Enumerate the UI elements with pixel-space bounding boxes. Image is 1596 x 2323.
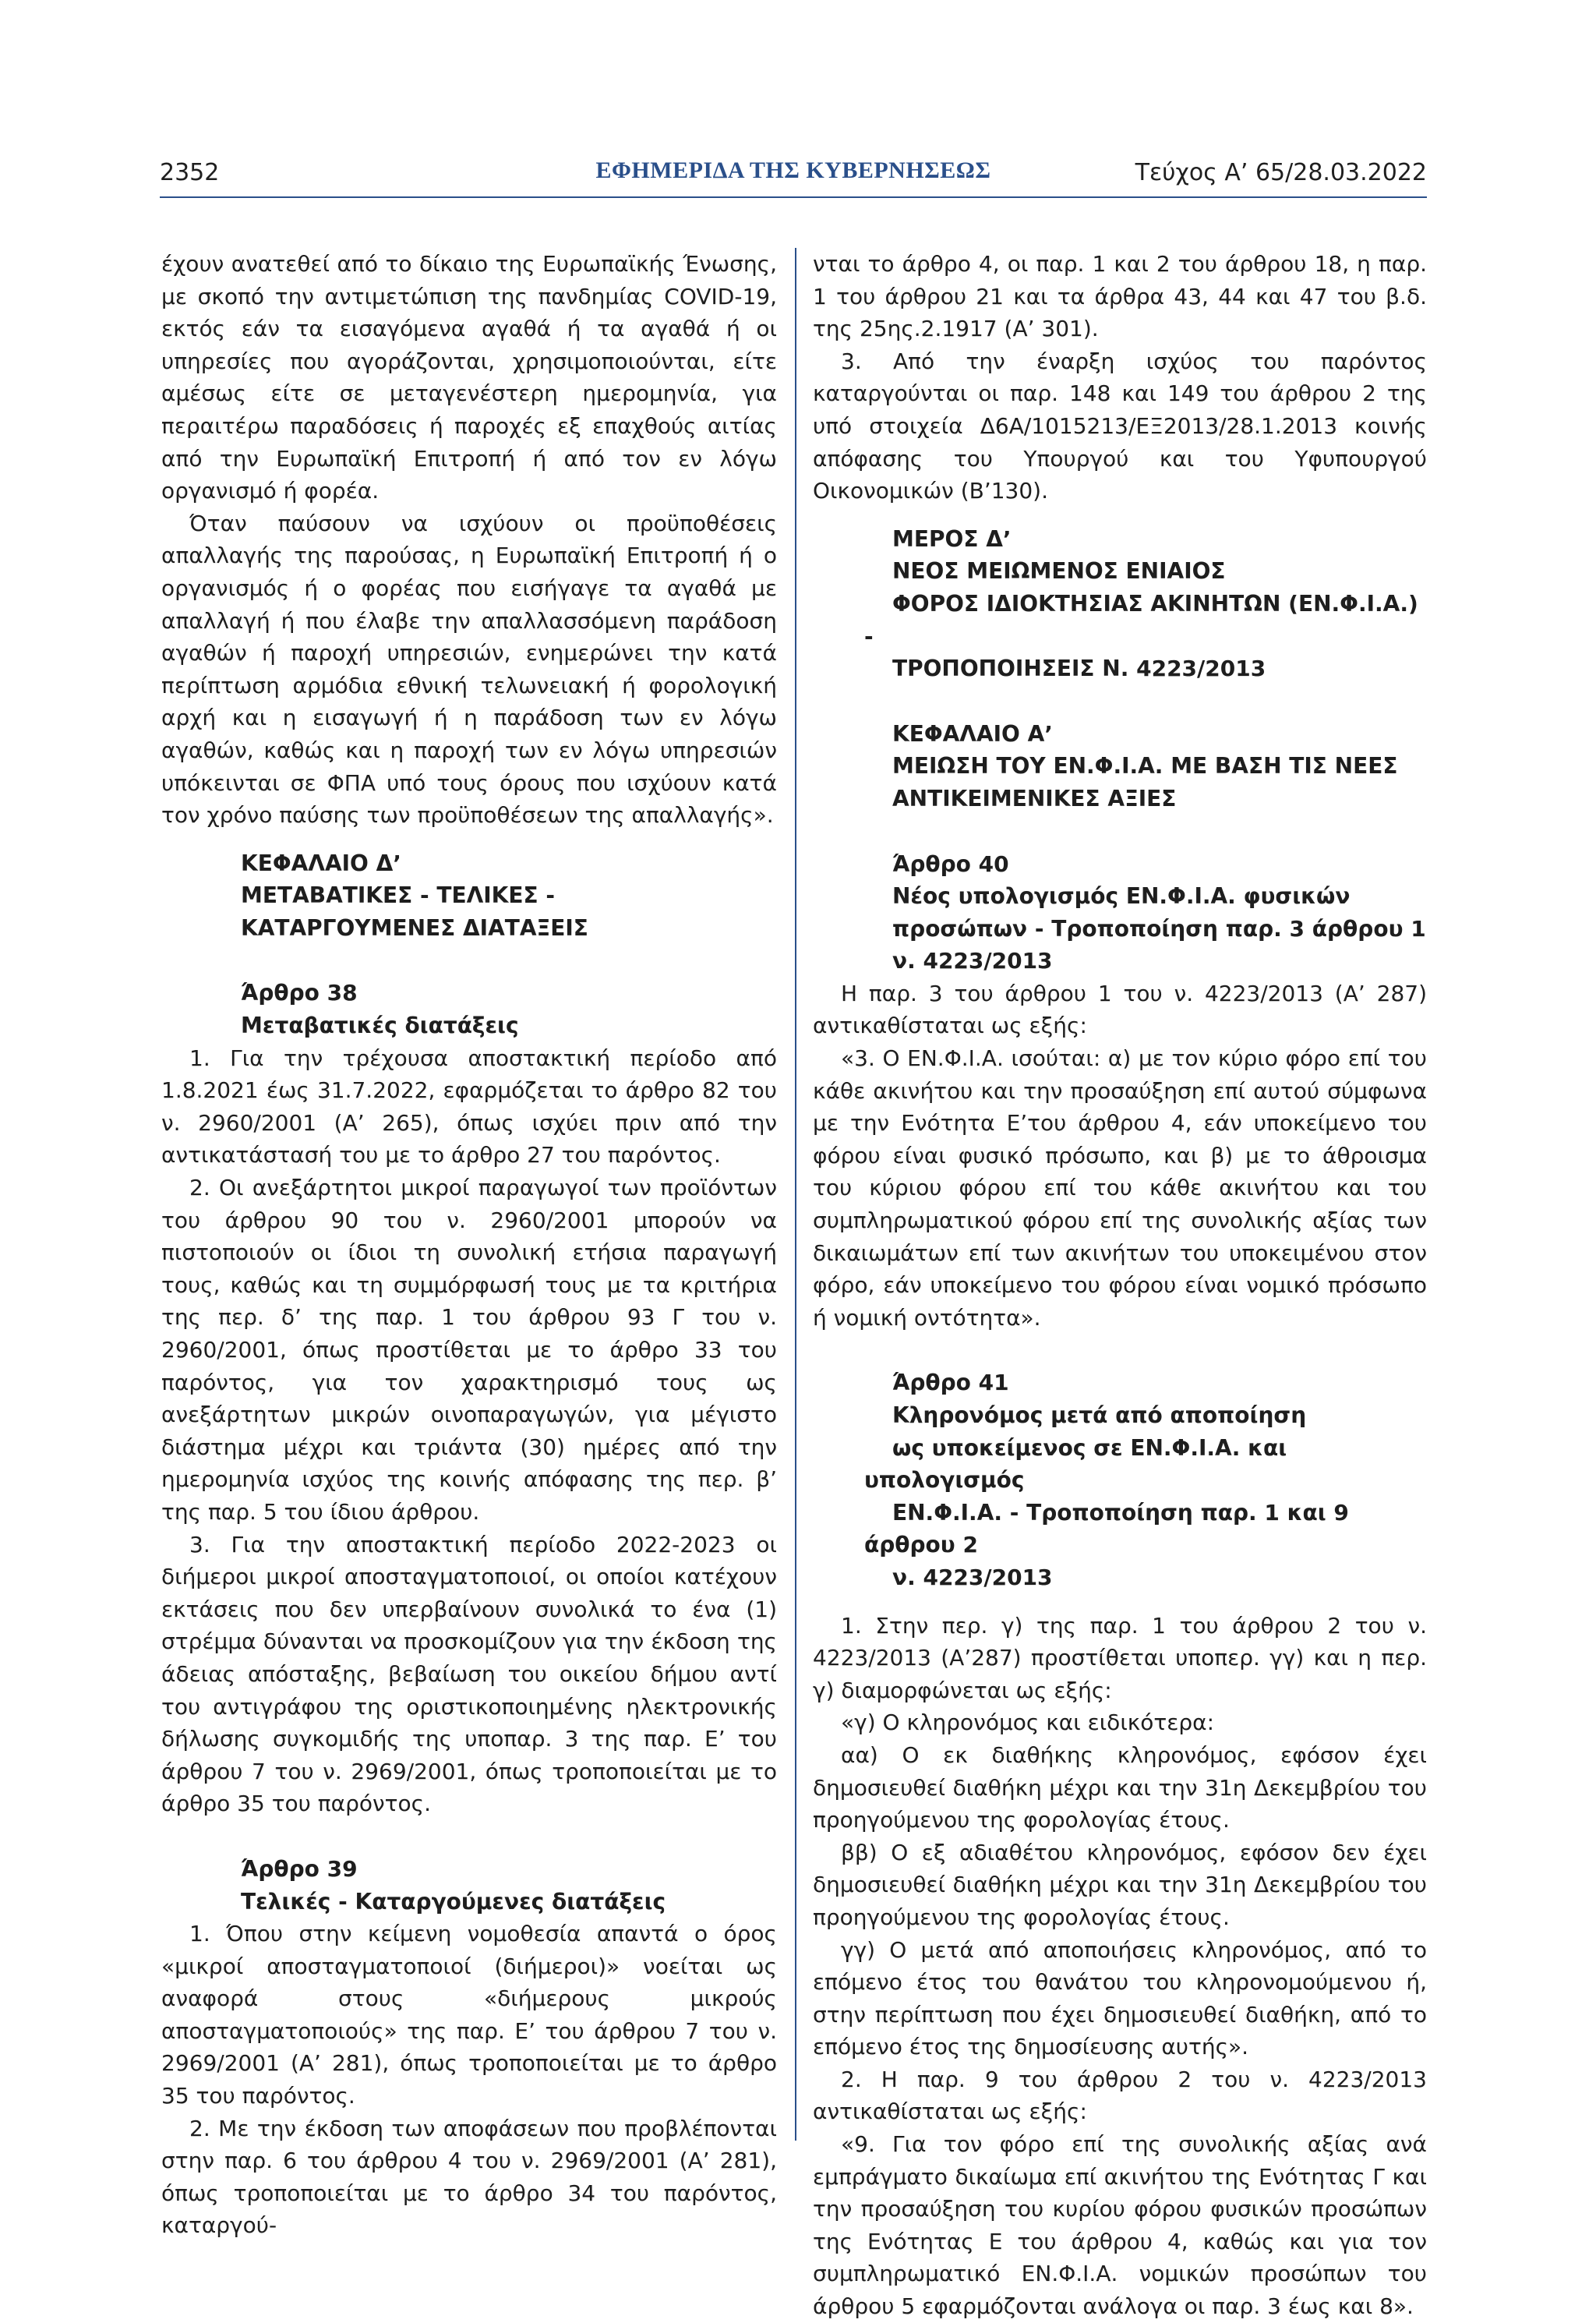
chapter-heading: ΚΕΦΑΛΑΙΟ Δ’ bbox=[241, 850, 401, 876]
paragraph: 1. Όπου στην κείμενη νομοθεσία απαντά ο όρος «μικροί αποσταγματοποιοί (διήμεροι)» νοείται ως αναφορά στους «διήμερους μικρούς αποσταγματοποιούς» της παρ. Ε’ του άρθρου 7 του ν. 2969/2001 (Α’ 281), όπως τροποποιείται με το άρθρο 35 του παρόντος. bbox=[161, 1921, 777, 2109]
paragraph: νται το άρθρο 4, οι παρ. 1 και 2 του άρθρου 18, η παρ. 1 του άρθρου 21 και τα άρθρα 43, 44 και 47 του β.δ. της 25ης.2.1917 (Α’ 301). bbox=[813, 251, 1427, 342]
left-column bbox=[161, 248, 777, 2242]
part-heading: ΝΕΟΣ ΜΕΙΩΜΕΝΟΣ ΕΝΙΑΙΟΣ bbox=[892, 558, 1226, 585]
article-subtitle: ως υποκείμενος σε ΕΝ.Φ.Ι.Α. και υπολογισμός bbox=[864, 1434, 1287, 1494]
chapter-heading: ΑΝΤΙΚΕΙΜΕΝΙΚΕΣ ΑΞΙΕΣ bbox=[892, 785, 1177, 811]
right-column bbox=[813, 248, 1427, 2323]
chapter-heading: ΚΑΤΑΡΓΟΥΜΕΝΕΣ ΔΙΑΤΑΞΕΙΣ bbox=[241, 914, 588, 941]
article-subtitle: Μεταβατικές διατάξεις bbox=[241, 1013, 519, 1039]
article-subtitle: Νέος υπολογισμός ΕΝ.Φ.Ι.Α. φυσικών bbox=[892, 883, 1351, 910]
article-subtitle: Κληρονόμος μετά από αποποίηση bbox=[892, 1402, 1307, 1428]
article-title: Άρθρο 40 bbox=[892, 850, 1009, 877]
paragraph: Όταν παύσουν να ισχύουν οι προϋποθέσεις απαλλαγής της παρούσας, η Ευρωπαϊκή Επιτροπή ή ο οργανισμός ή ο φορέας που εισήγαγε τα αγαθά με απαλλαγή ή που έλαβε την απαλλασσόμενη παράδοση αγαθών ή παροχή υπηρεσιών, ενημερώνει την κατά περίπτωση αρμόδια εθνική τελωνειακή ή φορολογική αρχή και η εισαγωγή ή η παράδοση των εν λόγω αγαθών, καθώς και η παροχή των εν λόγω υπηρεσιών υπόκεινται σε ΦΠΑ υπό τους όρους που ισχύουν κατά τον χρόνο παύσης των προϋποθέσεων της απαλλαγής». bbox=[161, 510, 777, 829]
part-heading: ΦΟΡΟΣ ΙΔΙΟΚΤΗΣΙΑΣ ΑΚΙΝΗΤΩΝ (ΕΝ.Φ.Ι.Α.) - bbox=[864, 590, 1418, 649]
issue-number: Τεύχος Α’ 65/28.03.2022 bbox=[1135, 159, 1427, 186]
part-heading: ΜΕΡΟΣ Δ’ bbox=[892, 525, 1012, 552]
paragraph: 3. Από την έναρξη ισχύος του παρόντος καταργούνται οι παρ. 148 και 149 του άρθρου 2 της υπό στοιχεία Δ6Α/1015213/ΕΞ2013/28.1.2013 κοινής απόφασης του Υπουργού και του Υφυπουργού Οικονομικών (Β’130). bbox=[813, 348, 1427, 504]
article-subtitle: ν. 4223/2013 bbox=[892, 1564, 1053, 1590]
part-heading: ΤΡΟΠΟΠΟΙΗΣΕΙΣ Ν. 4223/2013 bbox=[892, 656, 1266, 682]
page-header bbox=[160, 153, 1427, 195]
article-title: Άρθρο 41 bbox=[892, 1370, 1009, 1396]
paragraph: 2. Η παρ. 9 του άρθρου 2 του ν. 4223/2013 αντικαθίσταται ως εξής: bbox=[813, 2066, 1427, 2125]
chapter-heading: ΜΕΙΩΣΗ ΤΟΥ ΕΝ.Φ.Ι.Α. ΜΕ ΒΑΣΗ ΤΙΣ ΝΕΕΣ bbox=[892, 753, 1398, 780]
paragraph: «3. Ο ΕΝ.Φ.Ι.Α. ισούται: α) με τον κύριο φόρο επί του κάθε ακινήτου και την προσαύξηση επί αυτού σύμφωνα με την Ενότητα Ε’του άρθρου 4, εάν υποκείμενο του φόρου είναι φυσικό πρόσωπο, και β) με το άθροισμα του κύριου φόρου επί του κάθε ακινήτου και του συμπληρωματικού φόρου επί της συνολικής αξίας των δικαιωμάτων επί των ακινήτων του υποκειμένου στον φόρο, εάν υποκείμενο του φόρου είναι νομικό πρόσωπο ή νομική οντότητα». bbox=[813, 1045, 1427, 1331]
paragraph: 3. Για την αποστακτική περίοδο 2022-2023 οι διήμεροι μικροί αποσταγματοποιοί, οι οποίοι κατέχουν εκτάσεις που δεν υπερβαίνουν συνολικά το ένα (1) στρέμμα δύνανται να προσκομίζουν για την έκδοση της άδειας απόσταξης, βεβαίωση του οικείου δήμου αντί του αντιγράφου της οριστικοποιημένης ηλεκτρονικής δήλωσης συγκομιδής της υποπαρ. 3 της παρ. Ε’ του άρθρου 7 του ν. 2969/2001, όπως τροποποιείται με το άρθρο 35 του παρόντος. bbox=[161, 1531, 777, 1817]
article-subtitle: προσώπων - Τροποποίηση παρ. 3 άρθρου 1 bbox=[892, 915, 1426, 942]
paragraph: αα) Ο εκ διαθήκης κληρονόμος, εφόσον έχει δημοσιευθεί διαθήκη μέχρι και την 31η Δεκεμβρίου του προηγούμενου της φορολογίας έτους. bbox=[813, 1741, 1427, 1833]
paragraph: Η παρ. 3 του άρθρου 1 του ν. 4223/2013 (Α’ 287) αντικαθίσταται ως εξής: bbox=[813, 980, 1427, 1039]
article-subtitle: Τελικές - Καταργούμενες διατάξεις bbox=[241, 1888, 666, 1915]
header-rule bbox=[160, 196, 1427, 198]
chapter-heading: ΚΕΦΑΛΑΙΟ Α’ bbox=[892, 720, 1053, 747]
paragraph: 1. Για την τρέχουσα αποστακτική περίοδο από 1.8.2021 έως 31.7.2022, εφαρμόζεται το άρθρο 82 του ν. 2960/2001 (Α’ 265), όπως ισχύει πριν από την αντικατάστασή του με το άρθρο 27 του παρόντος. bbox=[161, 1045, 777, 1169]
article-subtitle: ΕΝ.Φ.Ι.Α. - Τροποποίηση παρ. 1 και 9 άρθρου 2 bbox=[864, 1499, 1349, 1558]
paragraph: ββ) Ο εξ αδιαθέτου κληρονόμος, εφόσον δεν έχει δημοσιευθεί διαθήκη μέχρι και την 31η Δεκεμβρίου του προηγούμενου της φορολογίας έτους. bbox=[813, 1839, 1427, 1930]
gazette-title: ΕΦΗΜΕΡΙΔΑ ΤΗΣ ΚΥΒΕΡΝΗΣΕΩΣ bbox=[595, 157, 991, 183]
article-title: Άρθρο 38 bbox=[241, 980, 358, 1006]
paragraph: «γ) Ο κληρονόμος και ειδικότερα: bbox=[841, 1710, 1215, 1736]
paragraph: 2. Οι ανεξάρτητοι μικροί παραγωγοί των προϊόντων του άρθρου 90 του ν. 2960/2001 μπορούν να πιστοποιούν οι ίδιοι τη συνολική ετήσια παραγωγή τους, καθώς και τη συμμόρφωσή τους με τα κριτήρια της περ. δ’ της παρ. 1 του άρθρου 93 Γ του ν. 2960/2001, όπως προστίθεται με το άρθρο 33 του παρόντος, για τον χαρακτηρισμό τους ως ανεξάρτητων μικρών οινοπαραγωγών, για μέγιστο διάστημα μέχρι και τριάντα (30) ημέρες από την ημερομηνία ισχύος της κοινής απόφασης της περ. β’ της παρ. 5 του ίδιου άρθρου. bbox=[161, 1175, 777, 1525]
paragraph: 2. Με την έκδοση των αποφάσεων που προβλέπονται στην παρ. 6 του άρθρου 4 του ν. 2969/2001 (Α’ 281), όπως τροποποιείται με το άρθρο 34 του παρόντος, καταργού- bbox=[161, 2115, 777, 2239]
paragraph: έχουν ανατεθεί από το δίκαιο της Ευρωπαϊκής Ένωσης, με σκοπό την αντιμετώπιση της πανδημίας COVID-19, εκτός εάν τα εισαγόμενα αγαθά ή τα αγαθά ή οι υπηρεσίες που αγοράζονται, χρησιμοποιούνται, είτε αμέσως είτε σε μεταγενέστερη ημερομηνία, για περαιτέρω παραδόσεις ή παροχές εξ επαχθούς αιτίας από την Ευρωπαϊκή Επιτροπή ή από τον εν λόγω οργανισμό ή φορέα. bbox=[161, 251, 777, 504]
column-divider bbox=[795, 248, 796, 2141]
article-subtitle: ν. 4223/2013 bbox=[892, 948, 1053, 974]
page-number: 2352 bbox=[160, 159, 220, 186]
paragraph: γγ) Ο μετά από αποποιήσεις κληρονόμος, από το επόμενο έτος του θανάτου του κληρονομούμενου ή, στην περίπτωση που έχει δημοσιευθεί διαθήκη, από το επόμενο έτος της δημοσίευσης αυτής». bbox=[813, 1936, 1427, 2060]
article-title: Άρθρο 39 bbox=[241, 1855, 358, 1882]
paragraph: «9. Για τον φόρο επί της συνολικής αξίας ανά εμπράγματο δικαίωμα επί ακινήτου της Ενότητας Γ και την προσαύξηση του κυρίου φόρου φυσικών προσώπων της Ενότητας Ε του άρθρου 4, καθώς και για τον συμπληρωματικό ΕΝ.Φ.Ι.Α. νομικών προσώπων του άρθρου 5 εφαρμόζονται ανάλογα οι παρ. 3 έως και 8». bbox=[813, 2131, 1427, 2320]
chapter-heading: ΜΕΤΑΒΑΤΙΚΕΣ - ΤΕΛΙΚΕΣ - bbox=[241, 882, 555, 909]
paragraph: 1. Στην περ. γ) της παρ. 1 του άρθρου 2 του ν. 4223/2013 (Α’287) προστίθεται υποπερ. γγ) και η περ. γ) διαμορφώνεται ως εξής: bbox=[813, 1612, 1427, 1703]
